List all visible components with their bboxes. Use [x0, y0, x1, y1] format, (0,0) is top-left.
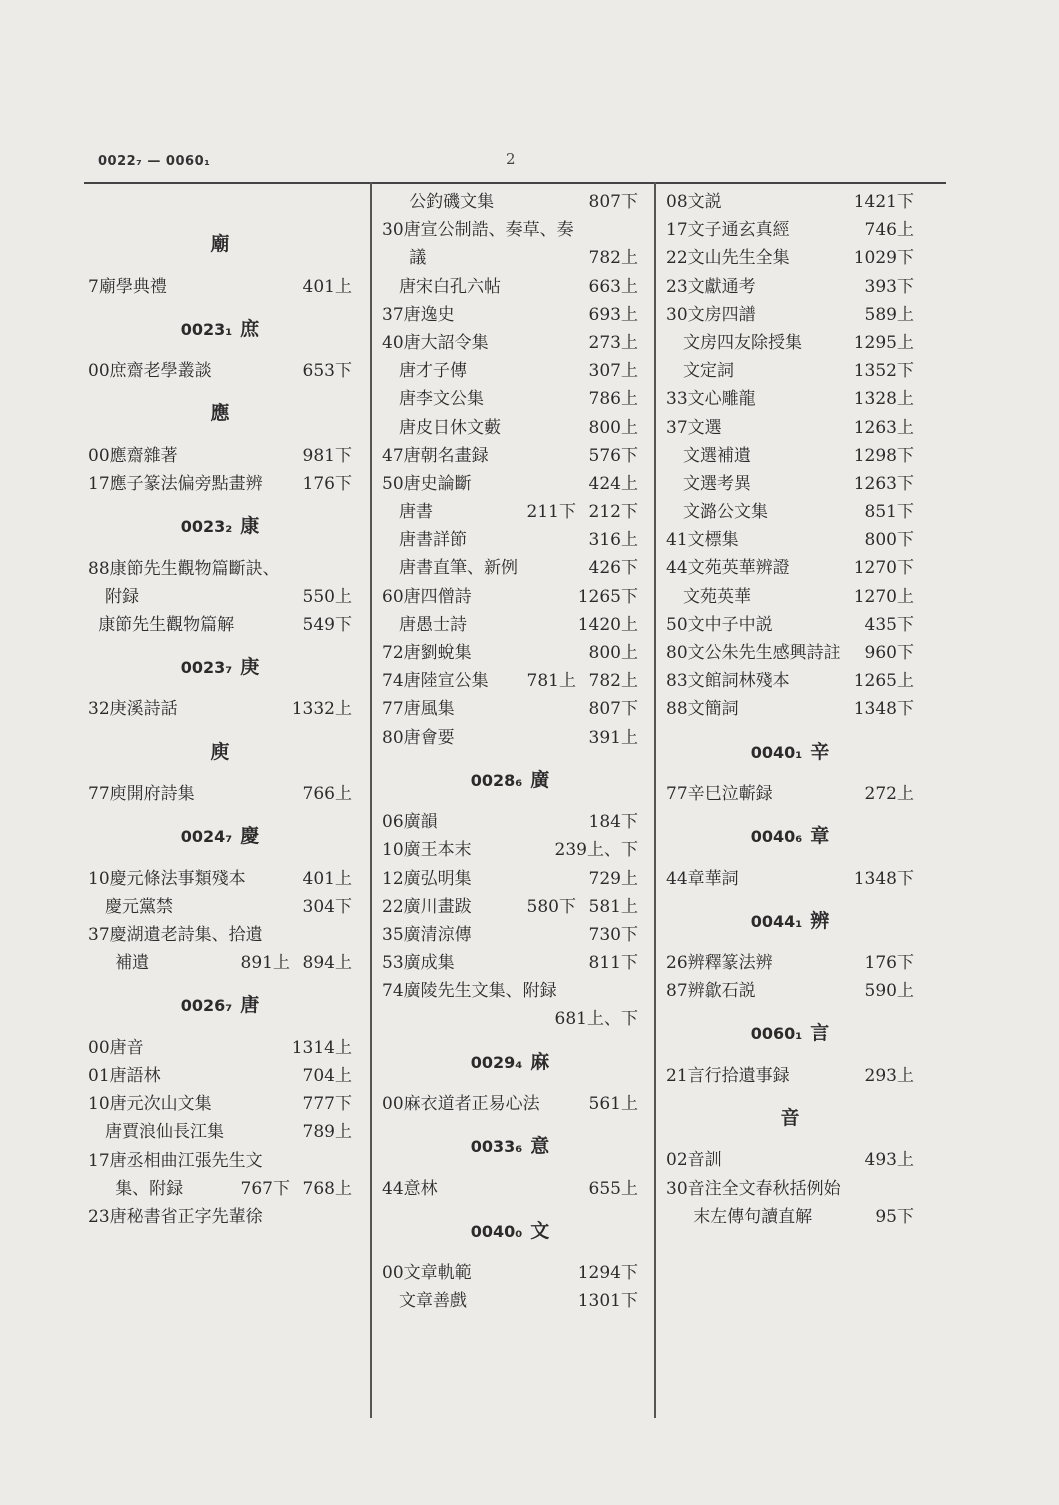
section-heading — [666, 1005, 914, 1061]
entry-page-ref: 1348下 — [853, 699, 914, 720]
index-entry — [382, 667, 638, 695]
entry-page-ref: 590上 — [864, 981, 914, 1002]
index-entry — [382, 414, 638, 442]
entry-title: 77庾開府詩集 — [88, 784, 195, 805]
entry-title: 37唐逸史 — [382, 304, 455, 325]
entry-title: 22文山先生全集 — [666, 248, 790, 269]
entry-page-ref: 851下 — [864, 502, 914, 523]
index-column-1 — [88, 188, 352, 1231]
entry-page-ref: 1029下 — [853, 248, 914, 269]
entry-title: 末左傳句讀直解 — [693, 1206, 813, 1227]
index-entry — [382, 977, 638, 1005]
entry-title: 唐愚士詩 — [399, 614, 467, 635]
entry-title: 50唐史論斷 — [382, 473, 472, 494]
entry-title: 30文房四譜 — [666, 304, 756, 325]
entry-page-ref: 293上 — [864, 1065, 914, 1086]
entry-page-ref: 653下 — [302, 361, 352, 382]
index-entry — [88, 695, 352, 723]
section-heading — [88, 639, 352, 695]
index-entry — [666, 780, 914, 808]
section-character: 庾 — [210, 740, 230, 763]
index-entry — [666, 611, 914, 639]
index-entry — [382, 1259, 638, 1287]
section-code: 0040₁ — [750, 742, 803, 762]
index-entry — [382, 244, 638, 272]
index-entry — [666, 526, 914, 554]
entry-title: 32庚溪詩話 — [88, 699, 178, 720]
index-entry — [382, 1005, 638, 1033]
entry-page-ref: 307上 — [588, 361, 638, 382]
index-entry — [88, 583, 352, 611]
entry-title: 文章善戲 — [399, 1291, 467, 1312]
entry-page-ref: 1294下 — [577, 1263, 638, 1284]
index-entry — [382, 949, 638, 977]
entry-title: 公釣磯文集 — [409, 192, 495, 212]
entry-title: 10廣王本末 — [382, 840, 472, 861]
index-entry — [382, 1090, 638, 1118]
index-entry — [88, 1090, 352, 1118]
entry-page-ref: 811下 — [588, 953, 638, 974]
index-entry — [382, 470, 638, 498]
index-column-2 — [382, 188, 638, 1316]
entry-title: 01唐語林 — [88, 1065, 161, 1086]
entry-page-ref: 1298下 — [853, 445, 914, 466]
index-entry — [666, 216, 914, 244]
entry-page-ref: 786上 — [588, 389, 638, 410]
index-entry — [88, 1118, 352, 1146]
entry-title: 文房四友除授集 — [683, 332, 802, 353]
section-character: 慶 — [240, 825, 260, 848]
section-heading — [666, 1090, 914, 1146]
entry-page-ref: 401上 — [302, 868, 352, 889]
section-code: 0029₄ — [470, 1052, 523, 1072]
entry-page-ref: 426下 — [588, 558, 638, 579]
section-character: 辨 — [810, 909, 830, 932]
index-entry — [382, 329, 638, 357]
entry-title: 00唐音 — [88, 1037, 144, 1058]
index-entry — [88, 1175, 352, 1203]
entry-title: 72唐劉蛻集 — [382, 643, 472, 663]
index-entry — [666, 667, 914, 695]
entry-title: 12廣弘明集 — [382, 868, 472, 889]
section-character: 庶 — [240, 317, 260, 340]
section-code: 0040₀ — [470, 1221, 523, 1241]
header-rule — [84, 182, 946, 184]
entry-title: 26辨釋篆法辨 — [666, 953, 773, 974]
entry-page-ref: 663上 — [588, 276, 638, 297]
index-entry — [88, 949, 352, 977]
section-code: 0023₁ — [180, 319, 233, 339]
entry-page-ref: 704上 — [302, 1065, 352, 1086]
entry-page-ref: 655上 — [588, 1178, 638, 1199]
page-number: 2 — [506, 150, 516, 168]
index-entry — [666, 554, 914, 582]
entry-page-ref: 1328上 — [853, 389, 914, 410]
entry-title: 唐書直筆、新例 — [399, 558, 518, 579]
entry-page-ref-alt: 580下 — [526, 896, 576, 917]
index-entry — [666, 470, 914, 498]
entry-title: 文選補遺 — [683, 445, 751, 466]
index-entry — [666, 442, 914, 470]
entry-page-ref: 894上 — [302, 953, 352, 974]
index-entry — [666, 695, 914, 723]
index-entry — [382, 498, 638, 526]
page-range-header: 0022₇ — 0060₁ — [98, 154, 211, 169]
entry-page-ref: 1301下 — [577, 1291, 638, 1312]
index-entry — [666, 357, 914, 385]
entry-page-ref: 493上 — [864, 1150, 914, 1171]
entry-page-ref-alt: 767下 — [240, 1178, 290, 1199]
index-entry — [382, 611, 638, 639]
index-entry — [382, 216, 638, 244]
section-character: 音 — [780, 1107, 800, 1130]
entry-title: 文定詞 — [683, 361, 734, 382]
section-code: 0044₁ — [750, 911, 803, 931]
entry-page-ref: 1270下 — [853, 558, 914, 579]
entry-page-ref-alt: 781上 — [526, 671, 576, 692]
entry-title: 21言行拾遺事録 — [666, 1065, 790, 1086]
entry-page-ref: 561上 — [588, 1094, 638, 1115]
index-entry — [382, 808, 638, 836]
entry-page-ref: 304下 — [302, 896, 352, 917]
entry-page-ref: 273上 — [588, 332, 638, 353]
entry-title: 44意林 — [382, 1178, 438, 1199]
section-heading — [382, 1034, 638, 1090]
entry-page-ref: 800上 — [588, 643, 638, 663]
entry-title: 74廣陵先生文集、附録 — [382, 981, 557, 1002]
index-entry — [88, 470, 352, 498]
entry-title: 唐宋白孔六帖 — [399, 276, 501, 297]
entry-page-ref: 316上 — [588, 530, 638, 551]
entry-page-ref: 800下 — [864, 530, 914, 551]
entry-title: 80文公朱先生感興詩註 — [666, 643, 841, 663]
index-column-3 — [666, 188, 914, 1231]
index-entry — [666, 498, 914, 526]
entry-title: 87辨歙石説 — [666, 981, 756, 1002]
entry-page-ref: 391上 — [588, 727, 638, 748]
entry-page-ref: 589上 — [864, 304, 914, 325]
entry-page-ref: 1314上 — [291, 1037, 352, 1058]
entry-page-ref: 800上 — [588, 417, 638, 438]
entry-page-ref: 681上、下 — [554, 1009, 638, 1030]
section-character: 康 — [240, 515, 260, 538]
index-entry — [666, 244, 914, 272]
section-character: 唐 — [240, 994, 260, 1017]
entry-page-ref: 1420上 — [577, 614, 638, 635]
entry-page-ref: 550上 — [302, 586, 352, 607]
index-entry — [666, 865, 914, 893]
section-character: 意 — [530, 1135, 550, 1158]
entry-title: 00文章軌範 — [382, 1263, 472, 1284]
section-code: 0033₆ — [470, 1137, 523, 1157]
entry-page-ref: 729上 — [588, 868, 638, 889]
entry-title: 23唐秘書省正字先輩徐 — [88, 1206, 263, 1227]
entry-page-ref: 393下 — [864, 276, 914, 297]
entry-title: 88文簡詞 — [666, 699, 739, 720]
index-entry — [666, 1175, 914, 1203]
section-code: 0023₂ — [180, 517, 233, 537]
entry-title: 77辛巳泣蘄録 — [666, 783, 773, 804]
entry-title: 88康節先生觀物篇斷訣、 — [88, 558, 280, 579]
entry-page-ref: 1270上 — [853, 586, 914, 607]
entry-title: 60唐四僧詩 — [382, 586, 472, 607]
entry-title: 唐賈浪仙長江集 — [105, 1122, 224, 1143]
entry-title: 附録 — [105, 586, 139, 607]
section-heading — [666, 724, 914, 780]
index-entry — [88, 273, 352, 301]
entry-title: 慶元黨禁 — [105, 896, 173, 917]
entry-title: 37文選 — [666, 417, 722, 438]
entry-page-ref: 1421下 — [853, 192, 914, 212]
entry-title: 文苑英華 — [683, 586, 751, 607]
entry-page-ref: 807下 — [588, 699, 638, 720]
entry-title: 17文子通玄真經 — [666, 220, 790, 241]
entry-title: 50文中子中説 — [666, 614, 773, 635]
section-heading — [382, 1203, 638, 1259]
entry-title: 唐皮日休文藪 — [399, 417, 501, 438]
index-entry — [88, 611, 352, 639]
entry-page-ref: 768上 — [302, 1178, 352, 1199]
entry-page-ref: 1263上 — [853, 417, 914, 438]
entry-page-ref: 730下 — [588, 924, 638, 945]
entry-page-ref: 981下 — [302, 445, 352, 466]
entry-title: 文選考異 — [683, 473, 751, 494]
section-heading — [666, 893, 914, 949]
entry-page-ref: 95下 — [875, 1206, 914, 1227]
entry-title: 44文苑英華辨證 — [666, 558, 790, 579]
entry-title: 23文獻通考 — [666, 276, 756, 297]
entry-page-ref: 581上 — [588, 896, 638, 917]
entry-title: 17應子篆法偏旁點畫辨 — [88, 473, 263, 494]
entry-page-ref: 212下 — [588, 502, 638, 523]
index-entry — [88, 555, 352, 583]
index-entry — [88, 1147, 352, 1175]
entry-page-ref: 782上 — [588, 248, 638, 269]
entry-page-ref: 777下 — [302, 1094, 352, 1115]
entry-title: 33文心雕龍 — [666, 389, 756, 410]
entry-title: 44章華詞 — [666, 868, 739, 889]
index-entry — [666, 639, 914, 667]
section-character: 廟 — [210, 233, 230, 256]
index-entry — [666, 1203, 914, 1231]
entry-page-ref: 576下 — [588, 445, 638, 466]
index-entry — [666, 1062, 914, 1090]
entry-page-ref: 746上 — [864, 220, 914, 241]
index-entry — [666, 583, 914, 611]
index-entry — [88, 865, 352, 893]
entry-title: 唐才子傳 — [399, 361, 467, 382]
entry-page-ref: 807下 — [588, 192, 638, 212]
index-entry — [382, 865, 638, 893]
index-entry — [382, 357, 638, 385]
entry-page-ref: 782上 — [588, 671, 638, 692]
entry-page-ref: 401上 — [302, 276, 352, 297]
entry-title: 00應齋雜著 — [88, 445, 178, 466]
entry-page-ref: 1352下 — [853, 361, 914, 382]
entry-title: 77唐風集 — [382, 699, 455, 720]
index-entry — [88, 893, 352, 921]
index-entry — [382, 188, 638, 216]
entry-title: 唐書 — [399, 502, 433, 523]
entry-title: 47唐朝名畫録 — [382, 445, 489, 466]
section-code: 0040₆ — [750, 827, 803, 847]
entry-title: 7廟學典禮 — [88, 276, 167, 297]
index-entry — [382, 893, 638, 921]
section-code: 0028₆ — [470, 770, 523, 790]
index-entry — [666, 301, 914, 329]
entry-title: 議 — [409, 248, 427, 269]
index-entry — [666, 414, 914, 442]
index-entry — [382, 836, 638, 864]
index-entry — [382, 442, 638, 470]
entry-title: 文潞公文集 — [683, 502, 768, 523]
index-entry — [382, 695, 638, 723]
index-entry — [382, 526, 638, 554]
index-entry — [382, 639, 638, 667]
index-entry — [382, 724, 638, 752]
index-entry — [382, 385, 638, 413]
entry-page-ref: 1295上 — [853, 332, 914, 353]
index-entry — [382, 921, 638, 949]
index-entry — [666, 329, 914, 357]
entry-title: 74唐陸宣公集 — [382, 671, 489, 692]
index-entry — [666, 949, 914, 977]
entry-page-ref-alt: 891上 — [240, 953, 290, 974]
entry-title: 00麻衣道者正易心法 — [382, 1094, 540, 1115]
entry-page-ref: 176下 — [864, 953, 914, 974]
entry-title: 22廣川畫跋 — [382, 896, 472, 917]
entry-title: 17唐丞相曲江張先生文 — [88, 1150, 263, 1171]
section-character: 應 — [210, 402, 230, 425]
index-entry — [666, 188, 914, 216]
entry-title: 30唐宣公制誥、奏草、奏 — [382, 220, 574, 241]
index-entry — [382, 554, 638, 582]
entry-page-ref: 1265下 — [577, 586, 638, 607]
column-divider — [370, 182, 372, 1418]
section-heading — [88, 724, 352, 780]
entry-title: 83文館詞林殘本 — [666, 671, 790, 692]
blank-line — [88, 188, 352, 216]
index-entry — [666, 273, 914, 301]
entry-page-ref: 789上 — [302, 1122, 352, 1143]
section-code: 0024₇ — [180, 827, 233, 847]
index-entry — [88, 1034, 352, 1062]
entry-title: 40唐大詔令集 — [382, 332, 489, 353]
section-heading — [88, 301, 352, 357]
entry-title: 08文説 — [666, 192, 722, 212]
entry-title: 10唐元次山文集 — [88, 1094, 212, 1115]
index-entry — [666, 1146, 914, 1174]
section-heading — [88, 216, 352, 272]
entry-title: 唐書詳節 — [399, 530, 467, 551]
index-entry — [382, 1287, 638, 1315]
section-character: 庚 — [240, 656, 260, 679]
entry-page-ref: 549下 — [302, 614, 352, 635]
entry-page-ref: 435下 — [864, 614, 914, 635]
entry-title: 53廣成集 — [382, 953, 455, 974]
index-entry — [88, 1203, 352, 1231]
entry-page-ref: 424上 — [588, 473, 638, 494]
index-entry — [382, 1175, 638, 1203]
section-character: 文 — [530, 1219, 550, 1242]
section-heading — [382, 752, 638, 808]
entry-title: 02音訓 — [666, 1150, 722, 1171]
index-entry — [666, 977, 914, 1005]
section-character: 廣 — [530, 768, 550, 791]
section-character: 章 — [810, 825, 830, 848]
section-character: 麻 — [530, 1050, 550, 1073]
index-entry — [88, 921, 352, 949]
section-heading — [88, 977, 352, 1033]
entry-page-ref: 1348下 — [853, 868, 914, 889]
index-entry — [88, 357, 352, 385]
entry-title: 康節先生觀物篇解 — [98, 614, 235, 635]
entry-page-ref: 960下 — [864, 643, 914, 663]
entry-title: 35廣清涼傳 — [382, 924, 472, 945]
section-heading — [88, 808, 352, 864]
section-code: 0023₇ — [180, 658, 233, 678]
section-code: 0026₇ — [180, 996, 233, 1016]
entry-title: 10慶元條法事類殘本 — [88, 868, 246, 889]
entry-page-ref: 1332上 — [291, 699, 352, 720]
entry-page-ref: 766上 — [302, 784, 352, 805]
section-code: 0060₁ — [750, 1024, 803, 1044]
entry-title: 06廣韻 — [382, 812, 438, 833]
index-entry — [382, 273, 638, 301]
entry-title: 唐李文公集 — [399, 389, 484, 410]
column-divider — [654, 182, 656, 1418]
index-entry — [88, 780, 352, 808]
entry-page-ref: 1265上 — [853, 671, 914, 692]
entry-page-ref-alt: 211下 — [526, 502, 576, 523]
entry-title: 41文標集 — [666, 530, 739, 551]
index-entry — [666, 385, 914, 413]
entry-page-ref: 693上 — [588, 304, 638, 325]
index-entry — [382, 583, 638, 611]
entry-page-ref: 184下 — [588, 812, 638, 833]
section-character: 言 — [810, 1022, 830, 1045]
index-entry — [382, 301, 638, 329]
entry-page-ref: 239上、下 — [554, 840, 638, 861]
index-entry — [88, 1062, 352, 1090]
entry-page-ref: 176下 — [302, 473, 352, 494]
section-character: 辛 — [810, 740, 830, 763]
entry-page-ref: 272上 — [864, 783, 914, 804]
entry-page-ref: 1263下 — [853, 473, 914, 494]
entry-title: 37慶湖遺老詩集、拾遺 — [88, 924, 263, 945]
entry-title: 30音注全文春秋括例始 — [666, 1178, 841, 1199]
section-heading — [88, 498, 352, 554]
section-heading — [382, 1118, 638, 1174]
entry-title: 80唐會要 — [382, 727, 455, 748]
section-heading — [88, 385, 352, 441]
index-entry — [88, 442, 352, 470]
entry-title: 集、附録 — [115, 1178, 184, 1199]
section-heading — [666, 808, 914, 864]
entry-title: 00庶齋老學叢談 — [88, 361, 212, 382]
entry-title: 補遺 — [115, 953, 150, 974]
